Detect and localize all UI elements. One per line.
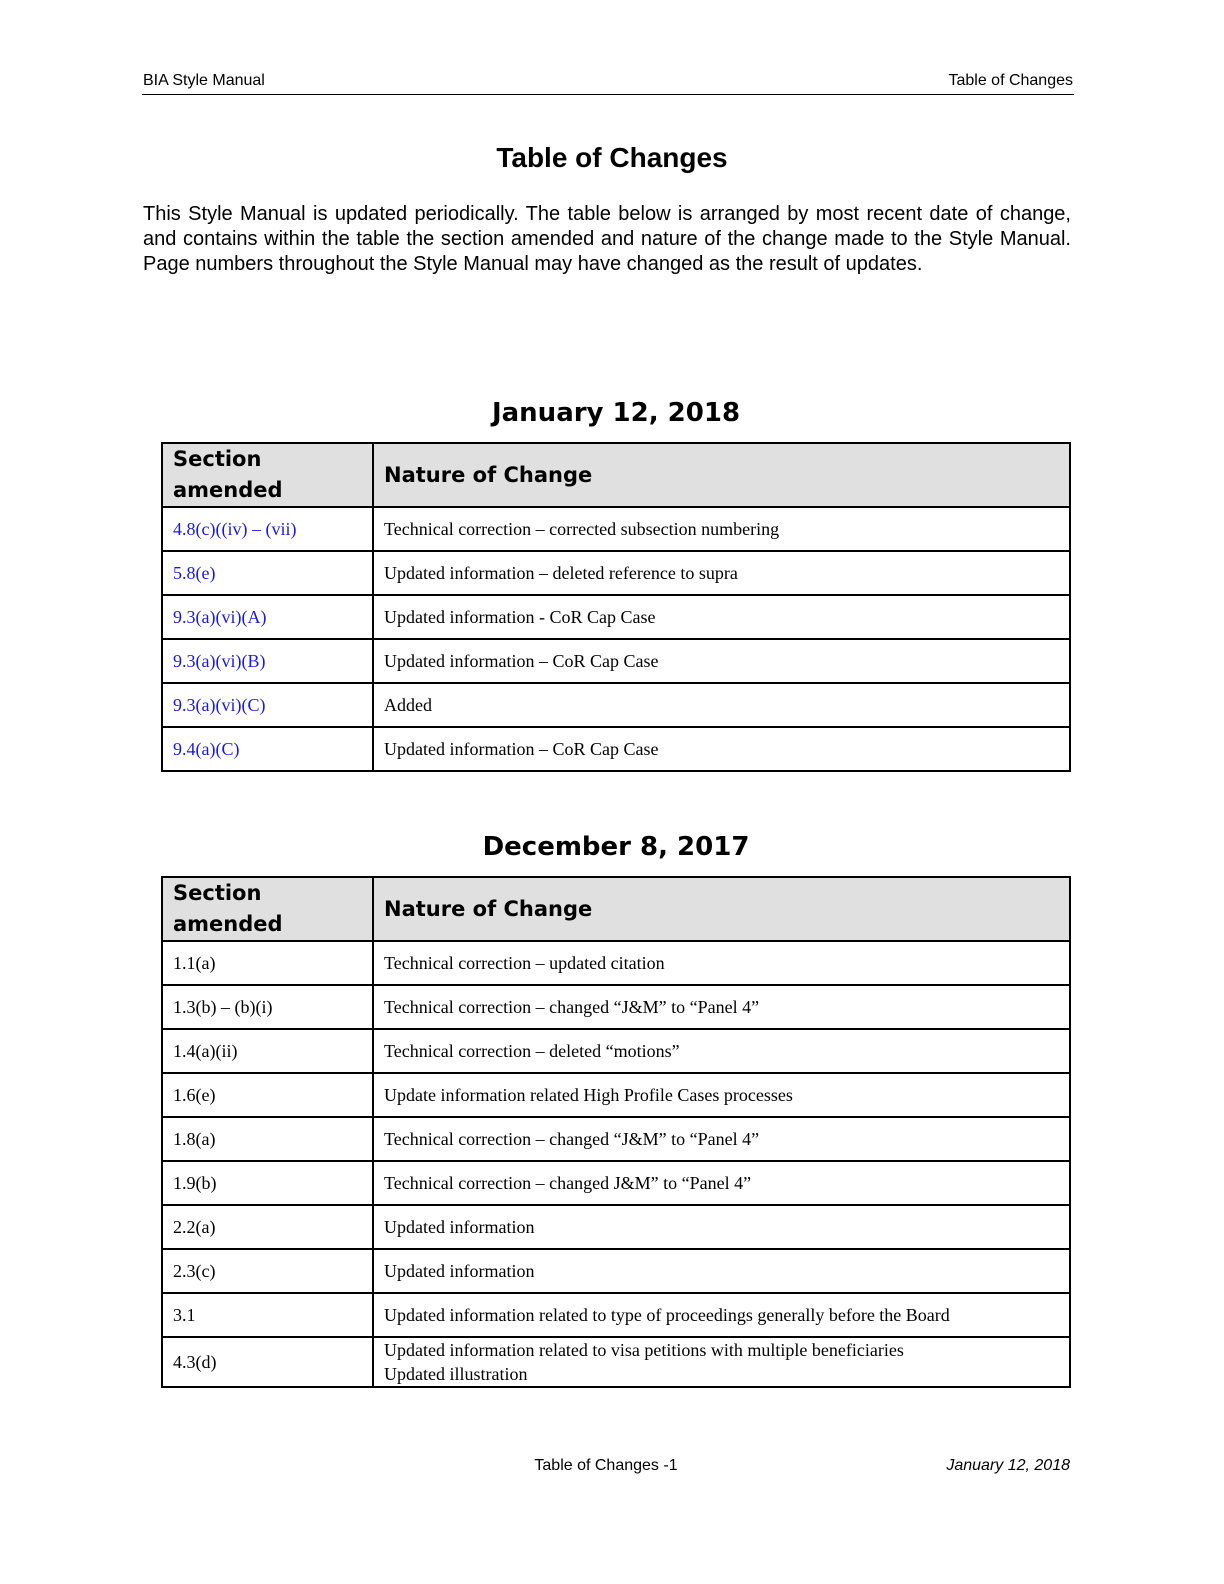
table-row (162, 941, 1070, 985)
section-cell: 4.3(d) (162, 1337, 373, 1387)
page-header (142, 70, 1074, 95)
column-header-nature: Nature of Change (373, 443, 1070, 507)
section-cell: 1.6(e) (162, 1073, 373, 1117)
section-cell: 1.8(a) (162, 1117, 373, 1161)
section-date-dec-2017: December 8, 2017 (482, 832, 750, 862)
table-row (162, 985, 1070, 1029)
footer-date: January 12, 2018 (946, 1457, 1070, 1474)
table-header-row (162, 877, 1070, 941)
nature-cell: Technical correction – changed J&M” to “Panel 4” (373, 1161, 1070, 1205)
nature-cell (373, 1337, 1070, 1387)
nature-cell: Technical correction – changed “J&M” to “Panel 4” (373, 985, 1070, 1029)
table-row (162, 727, 1070, 771)
nature-cell: Technical correction – corrected subsection numbering (373, 507, 1070, 551)
nature-cell: Updated information – deleted reference to supra (373, 551, 1070, 595)
nature-cell: Technical correction – changed “J&M” to “Panel 4” (373, 1117, 1070, 1161)
table-row (162, 639, 1070, 683)
table-row (162, 551, 1070, 595)
section-link[interactable]: 4.8(c)((iv) – (vii) (162, 507, 373, 551)
header-section-title: Table of Changes (948, 72, 1073, 89)
table-row (162, 1293, 1070, 1337)
section-cell: 2.3(c) (162, 1249, 373, 1293)
table-row (162, 1161, 1070, 1205)
nature-cell: Updated information – CoR Cap Case (373, 639, 1070, 683)
header-manual-title: BIA Style Manual (143, 72, 265, 89)
changes-table-jan-2018 (161, 442, 1071, 772)
table-row (162, 1249, 1070, 1293)
table-row (162, 1337, 1070, 1387)
intro-paragraph: This Style Manual is updated periodically. The table below is arranged by most recent date of change, and contains within the table the section amended and nature of the change made to the Style Manual. Page numbers throughout the Style Manual may have changed as the result of updates. (143, 203, 1071, 275)
nature-cell: Updated information – CoR Cap Case (373, 727, 1070, 771)
nature-cell: Updated information (373, 1249, 1070, 1293)
section-link[interactable]: 9.4(a)(C) (162, 727, 373, 771)
page-title: Table of Changes (496, 142, 728, 173)
column-header-section: Section amended (162, 443, 373, 507)
nature-line: Updated illustration (384, 1364, 528, 1384)
footer-page-label: Table of Changes -1 (534, 1457, 678, 1474)
nature-cell: Update information related High Profile Cases processes (373, 1073, 1070, 1117)
table-header-row (162, 443, 1070, 507)
table-row (162, 507, 1070, 551)
table-row (162, 683, 1070, 727)
column-header-section: Section amended (162, 877, 373, 941)
section-link[interactable]: 9.3(a)(vi)(C) (162, 683, 373, 727)
nature-cell: Added (373, 683, 1070, 727)
table-row (162, 1117, 1070, 1161)
section-cell: 1.3(b) – (b)(i) (162, 985, 373, 1029)
section-date-jan-2018: January 12, 2018 (491, 398, 741, 428)
table-row (162, 1073, 1070, 1117)
nature-line: Updated information related to visa petitions with multiple beneficiaries (384, 1340, 904, 1360)
section-cell: 1.4(a)(ii) (162, 1029, 373, 1073)
nature-cell: Technical correction – deleted “motions” (373, 1029, 1070, 1073)
nature-cell: Updated information - CoR Cap Case (373, 595, 1070, 639)
section-cell: 2.2(a) (162, 1205, 373, 1249)
section-cell: 1.1(a) (162, 941, 373, 985)
nature-cell: Updated information (373, 1205, 1070, 1249)
table-row (162, 1205, 1070, 1249)
section-cell: 3.1 (162, 1293, 373, 1337)
nature-cell: Updated information related to type of proceedings generally before the Board (373, 1293, 1070, 1337)
section-link[interactable]: 5.8(e) (162, 551, 373, 595)
section-link[interactable]: 9.3(a)(vi)(B) (162, 639, 373, 683)
table-row (162, 595, 1070, 639)
nature-cell: Technical correction – updated citation (373, 941, 1070, 985)
column-header-nature: Nature of Change (373, 877, 1070, 941)
table-row (162, 1029, 1070, 1073)
section-cell: 1.9(b) (162, 1161, 373, 1205)
section-link[interactable]: 9.3(a)(vi)(A) (162, 595, 373, 639)
changes-table-dec-2017 (161, 876, 1071, 1388)
